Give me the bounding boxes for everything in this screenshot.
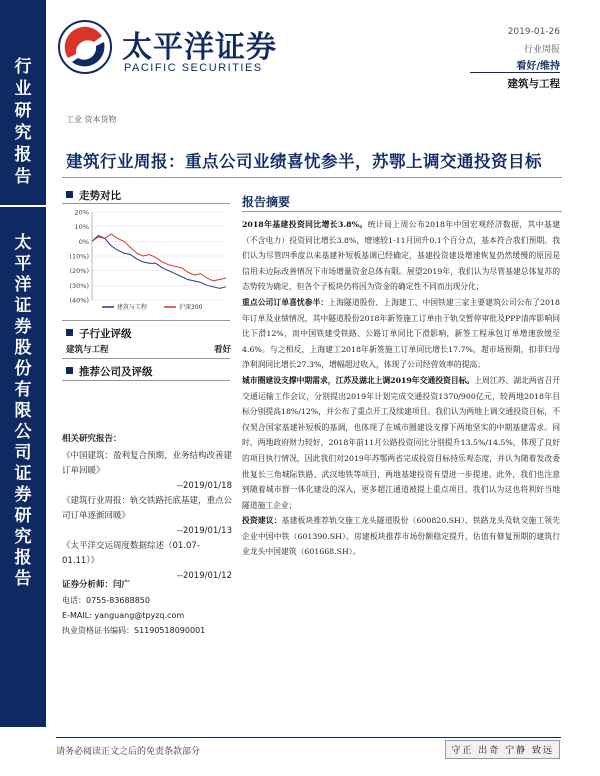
summary-lead: 城市圈建设支撑中期需求，江苏及湖北上调2019年交通投资目标。	[242, 375, 475, 385]
related-report-date: --2019/01/18	[176, 481, 232, 491]
summary-lead: 2018年基建投资同比增长3.8%。	[242, 220, 368, 229]
sidebar-char: 行	[14, 57, 32, 77]
chart-tick-label: (40%)	[69, 296, 89, 305]
chart-tick-label: (20%)	[69, 267, 89, 276]
analyst-heading: 证券分析师：闫广	[62, 580, 131, 590]
sidebar-char: 业	[14, 79, 32, 99]
sidebar-char: 太	[14, 233, 32, 253]
bullet-square-icon	[66, 367, 73, 374]
sidebar-char: 平	[14, 254, 32, 274]
sidebar-char: 份	[14, 359, 32, 379]
related-report-link[interactable]: 《建筑行业周报：轨交铁路托底基建，重点公司订单逐渐回暖》	[62, 496, 233, 521]
title-divider	[62, 177, 562, 178]
chart-series-line	[92, 234, 226, 281]
sidebar-char: 有	[14, 380, 32, 400]
analyst-info	[62, 578, 232, 638]
footer-disclaimer: 请务必阅读正文之后的免责条款部分	[56, 747, 201, 757]
sidebar-char: 券	[14, 485, 32, 505]
footer-divider	[56, 737, 561, 738]
summary-text: 上海隧道股份、上海建工、中国铁建三家主要建筑公司公布了2018年订单及业绩情况，其中隧道股份2018年新签施工订单由于轨交暂停审批及PPP清库影响同比下滑12%，而中国铁建受铁路、公路订单同比下滑影响，新签工程承包订单增速放缓至4.6%。与之相反，上海建工2018年新签施工订单同比增长17.7%，超市场预期，扣非归母净利润同比增长27.3%，增幅超过收入，体现了公司经营效率的提高；	[242, 297, 561, 370]
sub-rating-heading-label: 子行业评级	[79, 328, 132, 340]
trend-divider	[62, 203, 230, 204]
recommend-divider	[62, 380, 230, 381]
report-date: 2019-01-26	[507, 27, 560, 37]
summary-paragraph	[242, 513, 560, 560]
sidebar-char: 告	[14, 167, 32, 187]
chart-legend-label: 沪深300	[179, 304, 203, 311]
related-report-link[interactable]: 《太平洋交运周度数据综述（01.07-01.11）》	[62, 541, 200, 566]
sidebar-bottom-panel	[0, 205, 46, 727]
sidebar-char: 研	[14, 506, 32, 526]
related-report-link[interactable]: 《中国建筑：盈利复合预期，业务结构改善建订单回暖》	[62, 451, 233, 476]
sidebar-char: 限	[14, 401, 32, 421]
sidebar-char: 报	[14, 145, 32, 165]
chart-tick-label: 20%	[74, 208, 89, 217]
sidebar-char: 公	[14, 422, 32, 442]
related-report-date: --2019/01/13	[176, 526, 232, 536]
chart-tick-label: 0%	[78, 237, 89, 246]
chart-tick-label: 10%	[74, 223, 89, 232]
chart-series-line	[92, 236, 226, 289]
sub-rating-row	[66, 343, 231, 355]
summary-lead: 重点公司订单喜忧参半：	[242, 297, 329, 307]
sidebar-char: 研	[14, 101, 32, 121]
trend-chart	[62, 206, 230, 314]
summary-text: 上周江苏、湖北两省召开交通运输工作会议，分别提出2019年计划完成交通投资1370/900亿元，较两地2018年目标分别提高18%/12%，并公布了重点开工及续建项目。我们认为两地上调交通投资目标，不仅契合国家基建补短板的基调，也体现了在城市圈建设支撑下两地坚实的中期基建需求。同时，两地政府财力较好，2018年前11月公路投资同比分别提升13.5%/14.5%，体现了良好的项目执行情况，因此我们对2019年苏鄂两省完成投资目标持乐观态度，并认为随着发改委批复长三角城际铁路、武汉地铁等项目，两地基建投资有望进一步提速。此外，我们也注意到随着城市群一体化建设的深入，更多超江通道被提上重点项目，我们认为这也将利好当地隧道施工企业；	[242, 375, 561, 510]
summary-paragraph	[242, 217, 560, 295]
trend-heading	[66, 188, 121, 203]
industry-rating: 看好/维持	[516, 61, 560, 72]
bullet-square-icon	[66, 329, 73, 336]
company-logo-icon	[58, 20, 112, 74]
summary-paragraph	[242, 295, 560, 373]
summary-text: 基建板块推荐轨交施工龙头隧道股份（600820.SH）、铁路龙头及轨交施工领先企业中国中铁（601390.SH）。房建板块推荐市场份额稳定提升，估值有修复预期的建筑行业龙头中国建筑（601668.SH）。	[242, 516, 561, 557]
sidebar-char: 究	[14, 527, 32, 547]
sidebar-char: 证	[14, 296, 32, 316]
sidebar-char: 证	[14, 464, 32, 484]
bullet-square-icon	[66, 191, 73, 198]
sidebar-char: 究	[14, 123, 32, 143]
analyst-email[interactable]: E-MAIL: yanguang@tpyzq.com	[62, 611, 185, 620]
chart-legend-label: 建筑与工程	[117, 304, 148, 311]
sidebar-char: 报	[14, 548, 32, 568]
header-divider	[470, 72, 560, 73]
footer-motto: 守正 出奇 宁静 致远	[445, 740, 560, 759]
sector-name: 建筑与工程	[507, 78, 560, 90]
chart-tick-label: (10%)	[69, 252, 89, 261]
sub-rating-value: 看好	[213, 345, 231, 355]
sidebar-char: 股	[14, 338, 32, 358]
sub-rating-heading	[66, 326, 132, 341]
summary-lead: 投资建议：	[242, 516, 282, 526]
trend-heading-label: 走势对比	[79, 190, 121, 202]
logo-text-en: PACIFIC SECURITIES	[124, 62, 263, 74]
summary-text: 统计局上周公布2018年中国宏观经济数据，其中基建（不含电力）投资同比增长3.8%，增速较1-11月回升0.1个百分点，基本符合我们预期。我们认为尽管四季度以来基建补短板基调已经确定，基建投资建设增速恢复仍然缓慢的原因是信用未边际改善情况下市场增量资金总体有限。展望2019年，我们认为尽管基建总体复苏的态势较为确定，但各个子板块仍将因为资金的确定性不同而出现分化；	[242, 220, 560, 292]
related-reports	[62, 432, 232, 584]
logo-text-cn: 太平洋证券	[122, 30, 277, 65]
sidebar-bottom-label	[0, 233, 46, 590]
related-report-date: --2019/01/12	[176, 571, 232, 581]
sidebar-top-panel	[0, 0, 46, 205]
summary-heading: 报告摘要	[242, 195, 291, 209]
sidebar-char: 洋	[14, 275, 32, 295]
summary-divider	[242, 211, 562, 212]
chart-tick-label: (30%)	[69, 281, 89, 290]
analyst-license: 执业资格证书编码：S1190518090001	[62, 626, 206, 635]
page-title: 建筑行业周报：重点公司业绩喜忧参半，苏鄂上调交通投资目标	[66, 152, 542, 171]
related-heading: 相关研究报告：	[62, 434, 122, 444]
sidebar-char: 告	[14, 569, 32, 589]
chart-bottom-divider	[62, 320, 230, 321]
sidebar-char: 司	[14, 443, 32, 463]
sub-rating-divider	[62, 358, 230, 359]
recommend-heading-label: 推荐公司及评级	[79, 366, 153, 378]
industry-tags: 工业 资本货物	[66, 115, 117, 124]
sidebar-char: 券	[14, 317, 32, 337]
sidebar-top-label	[0, 56, 46, 188]
summary-paragraph	[242, 373, 560, 513]
analyst-phone: 电话：0755-83688850	[62, 596, 150, 605]
recommend-heading	[66, 364, 153, 379]
summary-body	[242, 217, 560, 560]
report-type: 行业周报	[523, 45, 560, 55]
sub-rating-name: 建筑与工程	[66, 345, 109, 355]
